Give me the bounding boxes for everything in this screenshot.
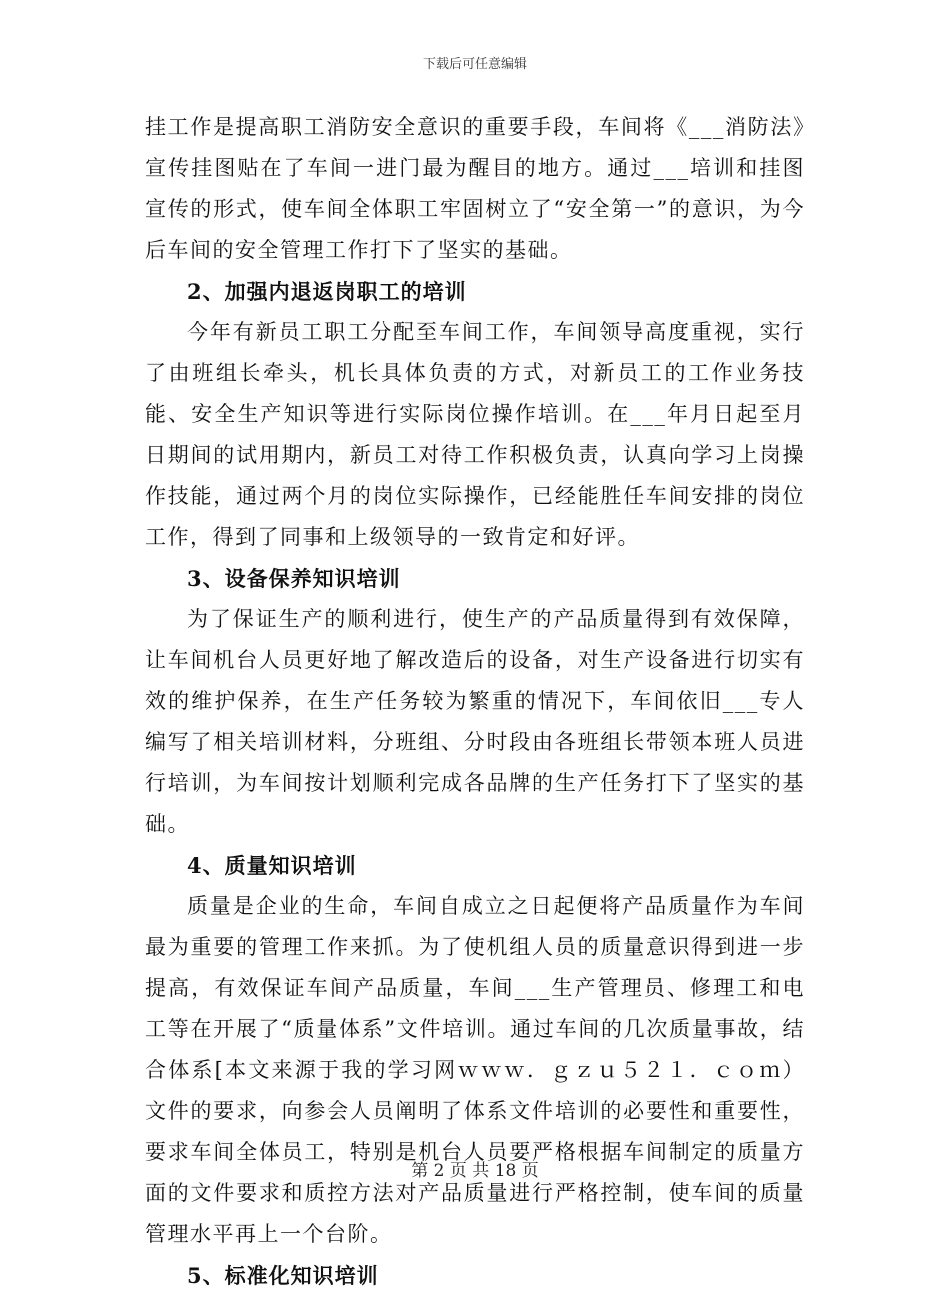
paragraph-section-2: 今年有新员工职工分配至车间工作，车间领导高度重视，实行了由班组长牵头，机长具体负责的方式，对新员工的工作业务技能、安全生产知识等进行实际岗位操作培训。在___年月日起至月 日期间的试用期内，新员工对待工作积极负责，认真向学习上岗操作技能，通过两个月的岗位实际操作，已经能胜任车间安排的岗位工作，得到了同事和上级领导的一致肯定和好评。 bbox=[145, 320, 805, 549]
page-header: 下载后可任意编辑 bbox=[422, 57, 527, 72]
paragraph-intro: 挂工作是提高职工消防安全意识的重要手段，车间将《___消防法》宣传挂图贴在了车间一进门最为醒目的地方。通过___培训和挂图宣传的形式，使车间全体职工牢固树立了“安全第一”的意识，为今后车间的安全管理工作打下了坚实的基础。 bbox=[145, 115, 805, 262]
paragraph-section-3: 为了保证生产的顺利进行，使生产的产品质量得到有效保障，让车间机台人员更好地了解改造后的设备，对生产设备进行切实有效的维护保养，在生产任务较为繁重的情况下，车间依旧___专人编写了相关培训材料，分班组、分时段由各班组长带领本班人员进行培训，为车间按计划顺利完成各品牌的生产任务打下了坚实的基础。 bbox=[145, 607, 805, 836]
document-body bbox=[145, 107, 805, 1296]
section-heading-5: 5、标准化知识培训 bbox=[187, 1263, 379, 1288]
section-heading-2: 2、加强内退返岗职工的培训 bbox=[187, 279, 467, 304]
paragraph-section-4: 质量是企业的生命，车间自成立之日起便将产品质量作为车间最为重要的管理工作来抓。为了使机组人员的质量意识得到进一步提高，有效保证车间产品质量，车间___生产管理员、修理工和电工等在开展了“质量体系”文件培训。通过车间的几次质量事故，结合体系[本文来源于我的学习网ｗｗｗ．ｇｚｕ５２１．ｃｏｍ）文件的要求，向参会人员阐明了体系文件培训的必要性和重要性，要求车间全体员工，特别是机台人员要严格根据车间制定的质量方面的文件要求和质控方法对产品质量进行严格控制，使车间的质量管理水平再上一个台阶。 bbox=[145, 894, 805, 1246]
section-heading-4: 4、质量知识培训 bbox=[187, 853, 357, 878]
page-number: 第 2 页 共 18 页 bbox=[411, 1161, 539, 1181]
section-heading-3: 3、设备保养知识培训 bbox=[187, 566, 401, 591]
